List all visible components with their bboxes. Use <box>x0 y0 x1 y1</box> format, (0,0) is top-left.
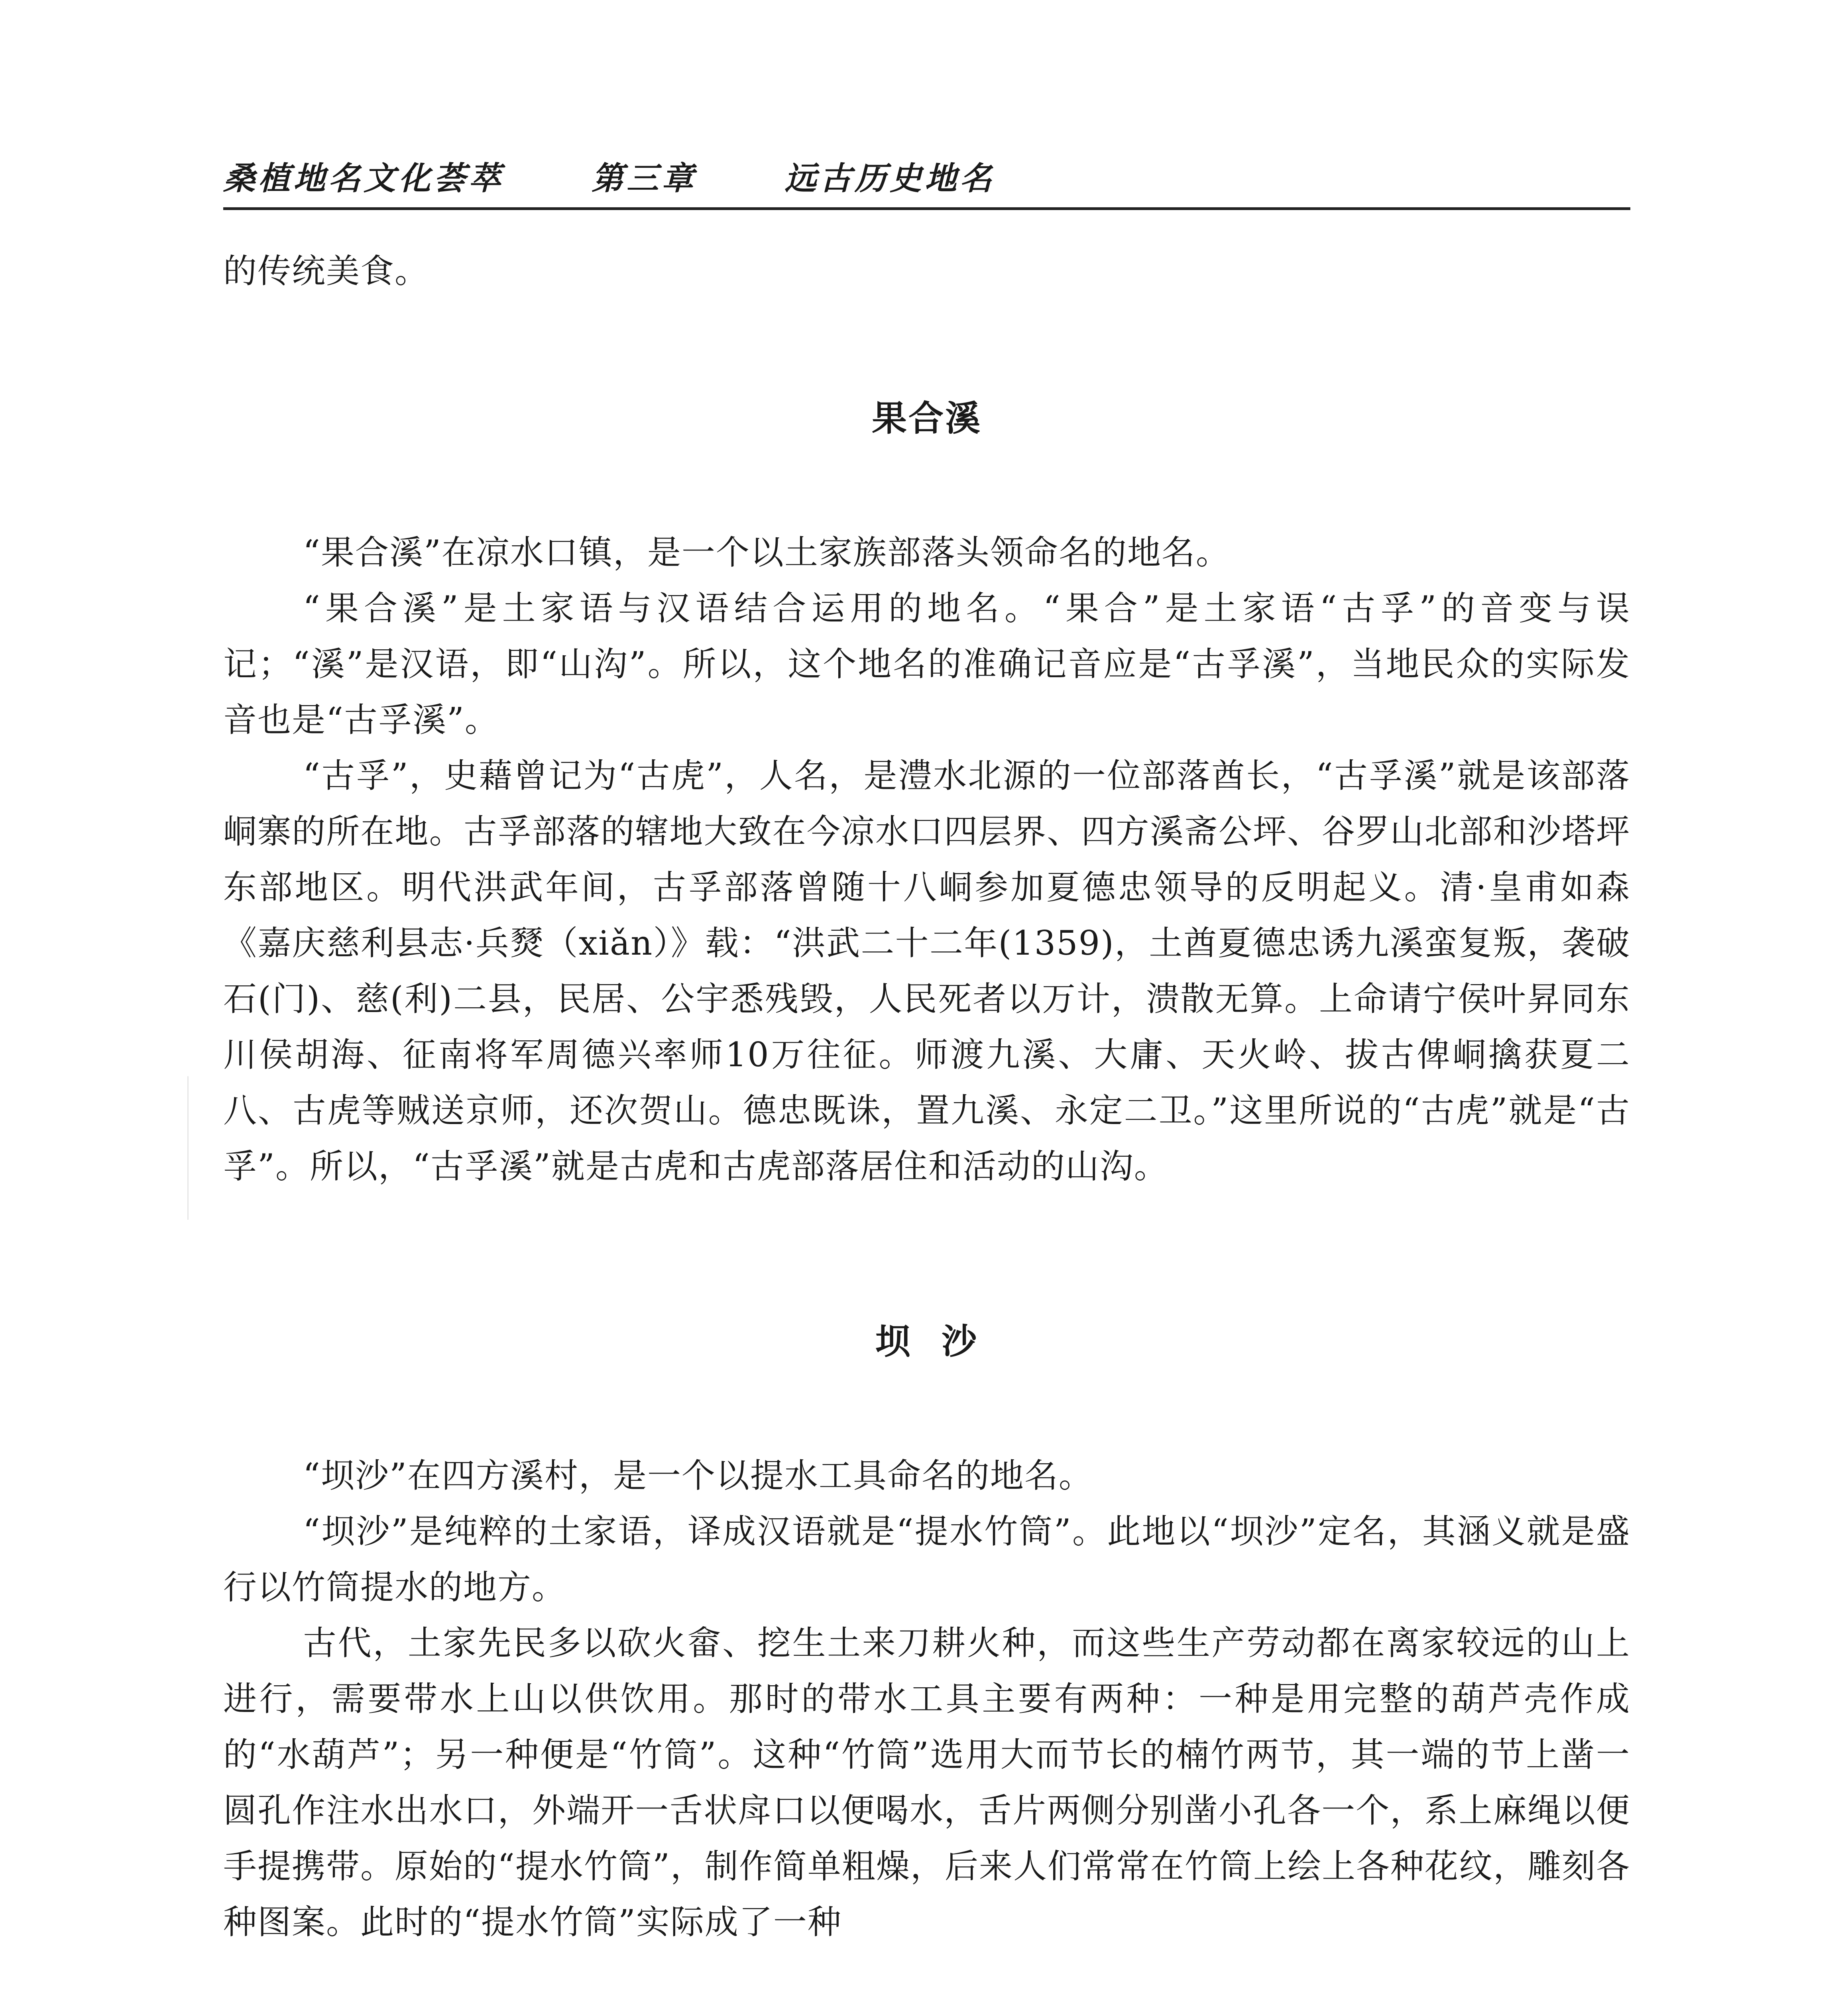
paragraph: “古孚”，史藉曾记为“古虎”，人名，是澧水北源的一位部落酋长，“古孚溪”就是该部落峒寨的所在地。古孚部落的辖地大致在今凉水口四层界、四方溪斋公坪、谷罗山北部和沙塔坪东部地区。明代洪武年间，古孚部落曾随十八峒参加夏德忠领导的反明起义。清·皇甫如森《嘉庆慈利县志·兵燹（xiǎn）》载：“洪武二十二年(1359)，土酋夏德忠诱九溪蛮复叛，袭破石(门)、慈(利)二县，民居、公宇悉残毁，人民死者以万计，溃散无算。上命请宁侯叶昇同东川侯胡海、征南将军周德兴率师10万往征。师渡九溪、大庸、天火岭、拔古俾峒擒获夏二八、古虎等贼送京师，还次贺山。德忠既诛，置九溪、永定二卫。”这里所说的“古虎”就是“古孚”。所以，“古孚溪”就是古虎和古虎部落居住和活动的山沟。 <box>223 756 1630 1186</box>
section-title-guohexi: 果合溪 <box>871 398 982 439</box>
opening-fragment: 的传统美食。 <box>223 252 429 291</box>
header-rule <box>223 207 1630 210</box>
running-header <box>223 151 1630 207</box>
paragraph: “果合溪”是土家语与汉语结合运用的地名。“果合”是土家语“古孚”的音变与误记；“溪”是汉语，即“山沟”。所以，这个地名的准确记音应是“古孚溪”，当地民众的实际发音也是“古孚溪”。 <box>223 589 1630 739</box>
page-body <box>223 243 1630 1950</box>
paragraph: “坝沙”在四方溪村，是一个以提水工具命名的地名。 <box>303 1456 1093 1495</box>
section-title-bashao: 坝 沙 <box>875 1321 979 1362</box>
scan-mark <box>187 1076 189 1220</box>
paragraph: 古代，土家先民多以砍火畲、挖生土来刀耕火种，而这些生产劳动都在离家较远的山上进行，需要带水上山以供饮用。那时的带水工具主要有两种：一种是用完整的葫芦壳作成的“水葫芦”；另一种便是“竹筒”。这种“竹筒”选用大而节长的楠竹两节，其一端的节上凿一圆孔作注水出水口，外端开一舌状戽口以便喝水，舌片两侧分别凿小孔各一个，系上麻绳以便手提携带。原始的“提水竹筒”，制作简单粗燥，后来人们常常在竹筒上绘上各种花纹，雕刻各种图案。此时的“提水竹筒”实际成了一种 <box>223 1623 1630 1942</box>
paragraph: “坝沙”是纯粹的土家语，译成汉语就是“提水竹筒”。此地以“坝沙”定名，其涵义就是盛行以竹筒提水的地方。 <box>223 1512 1630 1607</box>
paragraph: “果合溪”在凉水口镇，是一个以土家族部落头领命名的地名。 <box>303 533 1230 572</box>
header-book-title: 桑植地名文化荟萃 <box>223 159 504 197</box>
header-chapter-title: 远古历史地名 <box>784 159 995 197</box>
header-chapter: 第三章 <box>592 159 697 197</box>
